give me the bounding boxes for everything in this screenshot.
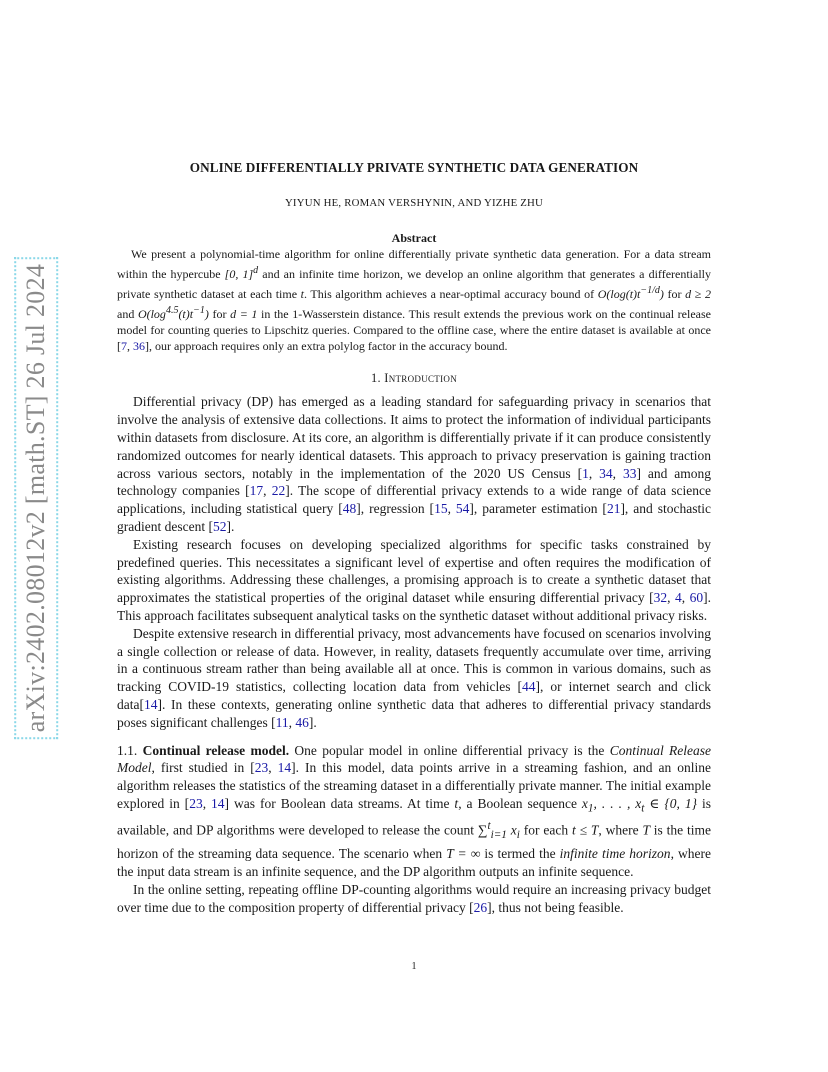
abstract-text: We present a polynomial-time algorithm for online differentially private synthetic data generation. For a data stream within the hypercube [0, 1]$^d$ and an infinite time horizon, we develop an online algorithm that generates a differentially private synthetic dataset at each time t. This algorithm achieves a near-optimal accuracy bound of $O(\log(t)t^{-1/d})$ for d ≥ 2 and $O(\log^{4.5}(t)t^{-1})$ for d = 1 in the 1-Wasserstein distance. This result extends the previous work on the continual release model for counting queries to Lipschitz queries. Compared to the offline case, where the entire dataset is available at once [7, 36], our approach requires only an extra polylog factor in the accuracy bound. — [117, 247, 712, 353]
citation-link[interactable]: 33 — [622, 465, 637, 481]
citation-link[interactable]: 52 — [212, 519, 227, 535]
citation-link[interactable]: 15 — [434, 501, 448, 517]
citation-link[interactable]: 11 — [275, 714, 289, 730]
math-inline: [0, 1] — [224, 266, 254, 281]
citation-link[interactable]: 34 — [599, 465, 613, 481]
arxiv-identifier: arXiv:2402.08012v2 [math.ST] 26 Jul 2024 — [21, 263, 51, 733]
citation-link[interactable]: 14 — [143, 696, 158, 712]
citation-link[interactable]: 48 — [342, 501, 357, 517]
citation-link[interactable]: 60 — [689, 590, 704, 606]
citation-link[interactable]: 54 — [455, 501, 470, 517]
arxiv-sidebar — [14, 248, 58, 748]
paper-page — [117, 158, 711, 917]
citation-link[interactable]: 21 — [606, 501, 621, 517]
citation-link[interactable]: 23 — [254, 760, 269, 776]
citation-link[interactable]: 1 — [582, 465, 589, 481]
citation-link[interactable]: 7 — [121, 338, 127, 353]
citation-link[interactable]: 44 — [521, 679, 536, 695]
paper-authors: YIYUN HE, ROMAN VERSHYNIN, AND YIZHE ZHU — [284, 197, 544, 209]
intro-paragraph-3: Despite extensive research in differential privacy, most advancements have focused on scenarios involving a single collection or release of data. However, in reality, datasets frequently accumulate over time, arriving in a continuous stream rather than being available all at once. This is common in various domains, such as tracking COVID-19 statistics, collecting location data from vehicles [44], or internet search and click data[14]. In these contexts, generating online synthetic data that adheres to differential privacy standards poses significant challenges [11, 46]. — [117, 625, 711, 730]
citation-link[interactable]: 23 — [189, 795, 203, 811]
citation-link[interactable]: 22 — [271, 483, 286, 499]
abstract-heading: Abstract — [391, 231, 437, 245]
citation-link[interactable]: 14 — [277, 760, 292, 776]
subsection-title: Continual release model. — [142, 742, 290, 758]
citation-link[interactable]: 36 — [133, 338, 145, 353]
math-inline: t — [300, 286, 305, 301]
citation-link[interactable]: 32 — [653, 590, 668, 606]
paper-title: ONLINE DIFFERENTIALLY PRIVATE SYNTHETIC DATA GENERATION — [189, 160, 639, 175]
page-number: 1 — [411, 961, 417, 972]
paragraph-online-setting: In the online setting, repeating offline DP-counting algorithms would require an increasing privacy budget over time due to the composition property of differential privacy [26], thus not being feasible. — [117, 882, 711, 915]
citation-link[interactable]: 17 — [249, 483, 264, 499]
citation-link[interactable]: 4 — [675, 590, 682, 606]
citation-link[interactable]: 14 — [211, 795, 225, 811]
intro-paragraph-1: Differential privacy (DP) has emerged as a leading standard for safeguarding privacy in scenarios that involve the analysis of extensive data collections. It aims to protect the information of individual participants within datasets from disclosure. At its core, an algorithm is differentially private if it can produce consistently randomized outcomes for nearly identical datasets. This approach to privacy preservation is gaining traction across various sectors, notably in the implementation of the 2020 US Census [1, 34, 33] and among technology companies [17, 22]. The scope of differential privacy extends to a wide range of data science applications, including statistical query [48], regression [15, 54], parameter estimation [21], and stochastic gradient descent [52]. — [117, 394, 712, 535]
section-heading-introduction: 1. Introduction — [370, 371, 458, 386]
subsection-continual-release: 1.1. Continual release model. One popular model in online differential privacy is the Continual Release Model, first studied in [23, 14]. In this model, data points arrive in a streaming fashion, and an online algorithm releases the statistics of the streaming dataset in a differentially private manner. The initial example explored in [23, 14] was for Boolean data streams. At time t, a Boolean sequence $x_1$, . . . , $x_t$ ∈ {0, 1} is available, and DP algorithms were developed to release the count ∑$^t_{i=1}$ $x_i$ for each t ≤ T, where T is the time horizon of the streaming data sequence. The scenario when T = ∞ is termed the infinite time horizon, where the input data stream is an infinite sequence, and the DP algorithm outputs an infinite sequence. — [117, 742, 712, 880]
intro-paragraph-2: Existing research focuses on developing specialized algorithms for specific tasks constrained by predefined queries. This necessitates a significant level of expertise and often requires the modification of existing algorithms. Addressing these challenges, a promising approach is to create a synthetic dataset that approximates the statistical properties of the original dataset while ensuring differential privacy [32, 4, 60]. This approach facilitates subsequent analytical tasks on the synthetic dataset without additional privacy risks. — [117, 536, 712, 623]
citation-link[interactable]: 46 — [295, 714, 309, 730]
citation-link[interactable]: 26 — [473, 899, 488, 915]
